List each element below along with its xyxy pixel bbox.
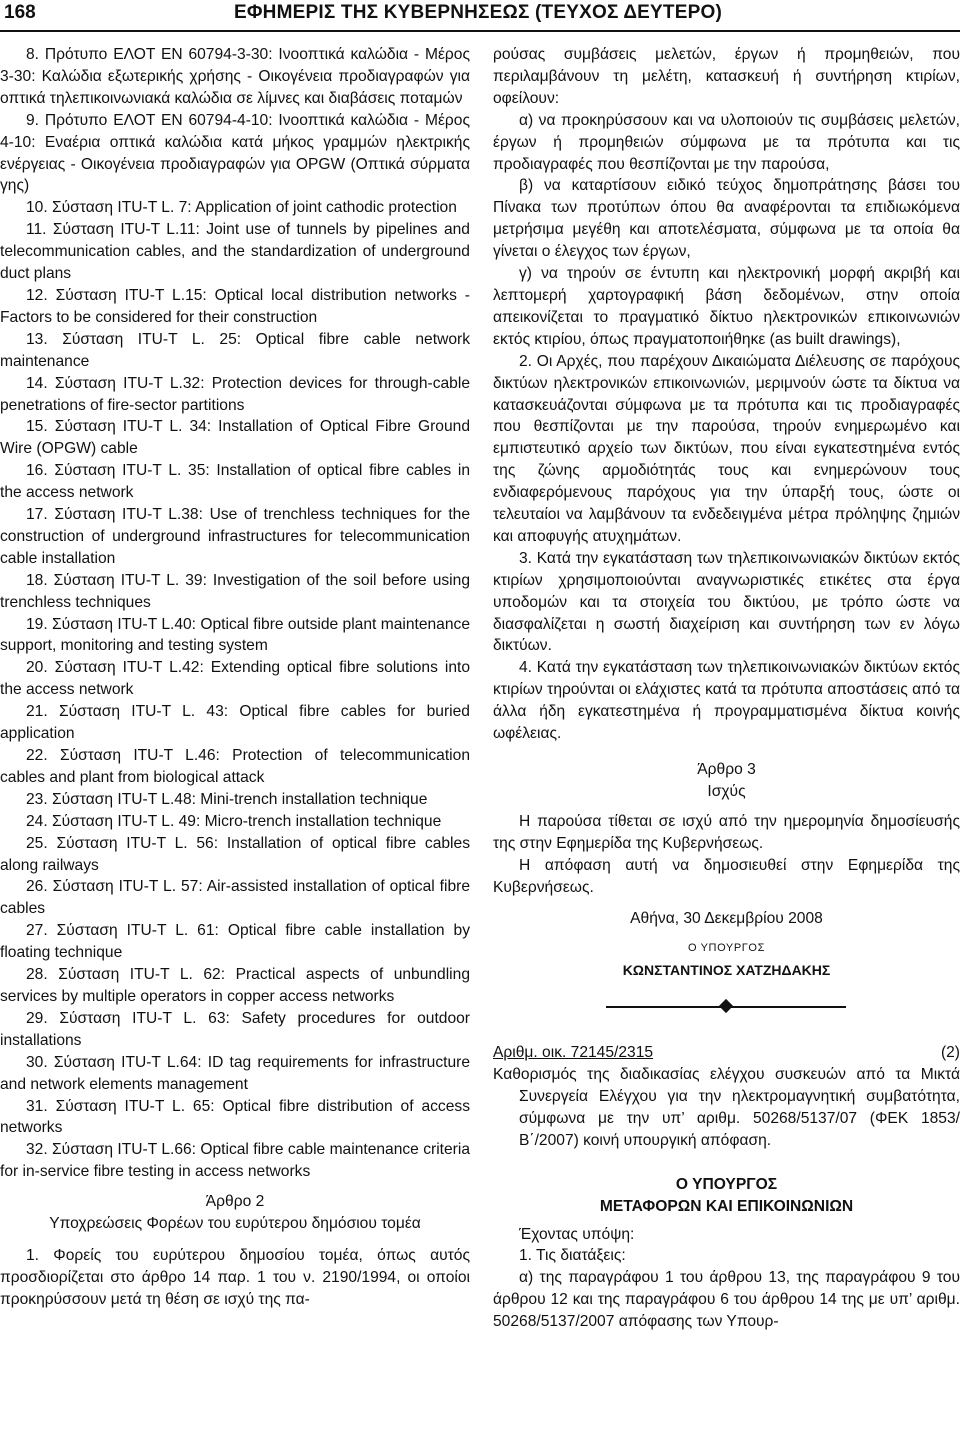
header-rule (0, 30, 960, 32)
page-header (0, 0, 960, 30)
article-2-paragraph-1: 1. Φορείς του ευρύτερου δημοσίου τομέα, όπως αυτός προσδιορίζεται στο άρθρο 14 παρ. 1 του ν. 2190/1994, οι οποίοι προκηρύσσουν μετά τη θέση σε ισχύ της πα- (0, 1246, 470, 1308)
decision-header (493, 1042, 960, 1064)
paragraph-2: 2. Οι Αρχές, που παρέχουν Δικαιώματα Διέλευσης σε παρόχους δικτύων ηλεκτρονικών επικοινωνιών, μεριμνούν ώστε τα δίκτυα να κατασκευάζονται σύμφωνα με τα πρότυπα και τις προδιαγραφές που θεσπίζονται με την παρούσα, τηρούν ενημερωμένο και εμπιστευτικό αρχείο των δικτύων, που είναι εγκατεστημένα εντός της ζώνης αρμοδιότητάς τους και ενημερώνουν τους ενδιαφερόμενους παρόχους για την ύπαρξή τους, ώστε οι τελευταίοι να λαμβάνουν τα ενδεδειγμένα μέτρα πρόληψης ζημιών και αποφυγής ατυχημάτων. (493, 352, 960, 545)
left-column (0, 44, 470, 1311)
standard-item: 22. Σύσταση ITU-T L.46: Protection of telecommunication cables and plant from biological attack (0, 747, 470, 786)
article-3-paragraph-1: Η παρούσα τίθεται σε ισχύ από την ημερομηνία δημοσίευσής της στην Εφημερίδα της Κυβερνήσεως. (493, 812, 960, 852)
page-number: 168 (4, 2, 36, 23)
decision-number: Αριθμ. οικ. 72145/2315 (493, 1044, 654, 1062)
paragraph-3: 3. Κατά την εγκατάσταση των τηλεπικοινωνιακών δικτύων εκτός κτιρίων χρησιμοποιούνται αναγνωριστικές ετικέτες στα έργα υποδομών και τα στοιχεία του δικτύου, με τρόπο ώστε να διασφαλίζεται η σωστή διαχείριση και συντήρηση των εν λόγω δικτύων. (493, 549, 960, 655)
standard-item: 27. Σύσταση ITU-T L. 61: Optical fibre cable installation by floating technique (0, 922, 470, 962)
standard-item: 31. Σύσταση ITU-T L. 65: Optical fibre distribution of access networks (0, 1097, 470, 1137)
standard-item: 15. Σύσταση ITU-T L. 34: Installation of Optical Fibre Ground Wire (OPGW) cable (0, 418, 470, 458)
decision-index: (2) (940, 1044, 960, 1062)
decision-title: Καθορισμός της διαδικασίας ελέγχου συσκευών από τα Μικτά Συνεργεία Ελέγχου για την ηλεκτρομαγνητική συμβατότητα, σύμφωνα με την υπ’ αριθμ. 50268/5137/07 (ΦΕΚ 1853/Β΄/2007) κοινή υπουργική απόφαση. (493, 1066, 960, 1149)
date-line: Αθήνα, 30 Δεκεμβρίου 2008 (630, 910, 823, 928)
standard-item: 12. Σύσταση ITU-T L.15: Optical local distribution networks - Factors to be considered for their construction (0, 286, 470, 326)
running-title: ΕΦΗΜΕΡΙΣ ΤΗΣ ΚΥΒΕΡΝΗΣΕΩΣ (ΤΕΥΧΟΣ ΔΕΥΤΕΡΟ) (234, 2, 722, 23)
standard-item: 30. Σύσταση ITU-T L.64: ID tag requirements for infrastructure and network elements management (0, 1053, 470, 1093)
section-divider (493, 996, 960, 1018)
right-column (493, 44, 960, 1333)
minister-title: Ο ΥΠΟΥΡΓΟΣ (688, 942, 765, 955)
obligation-c: γ) να τηρούν σε έντυπη και ηλεκτρονική μορφή ακριβή και λεπτομερή χαρτογραφική βάση δεδομένων, στην οποία απεικονίζεται το πραγματικό δίκτυο ηλεκτρονικών επικοινωνιών εκτός κτιρίου, όπως πραγματοποιήθηκε (as built drawings), (493, 265, 960, 348)
standard-item: 21. Σύσταση ITU-T L. 43: Optical fibre cables for buried application (0, 703, 470, 743)
standard-item: 32. Σύσταση ITU-T L.66: Optical fibre cable maintenance criteria for in-service fibre testing in access networks (0, 1141, 470, 1181)
issuer-line-2: ΜΕΤΑΦΟΡΩΝ ΚΑΙ ΕΠΙΚΟΙΝΩΝΙΩΝ (599, 1197, 854, 1215)
standard-item: 13. Σύσταση ITU-T L. 25: Optical fibre cable network maintenance (0, 330, 470, 370)
provision-a: α) της παραγράφου 1 του άρθρου 13, της παραγράφου 9 του άρθρου 12 και της παραγράφου 6 του άρθρου 14 της με υπ’ αριθμ. 50268/5137/2007 απόφασης των Υπουρ- (493, 1269, 960, 1331)
article-3-title: Ισχύς (707, 782, 746, 800)
standard-item: 20. Σύσταση ITU-T L.42: Extending optical fibre solutions into the access network (0, 659, 470, 699)
standards-list (0, 44, 470, 1183)
standard-item: 9. Πρότυπο ΕΛΟΤ ΕΝ 60794-4-10: Ινοοπτικά καλώδια - Μέρος 4-10: Εναέρια οπτικά καλώδια κατά μήκος γραμμών ηλεκτρικής ενέργειας - Οικογένεια προδιαγραφών για OPGW (Οπτικά σύρματα γης) (0, 111, 470, 195)
standard-item: 26. Σύσταση ITU-T L. 57: Air-assisted installation of optical fibre cables (0, 878, 470, 918)
standard-item: 19. Σύσταση ITU-T L.40: Optical fibre outside plant maintenance support, monitoring and testing system (0, 615, 470, 655)
having-regard: Έχοντας υπόψη: (519, 1225, 635, 1243)
obligation-a: α) να προκηρύσσουν και να υλοποιούν τις συμβάσεις μελετών, έργων ή προμηθειών σύμφωνα με τα πρότυπα και τις προδιαγραφές που θεσπίζονται με την παρούσα, (493, 111, 960, 173)
article-2-heading: Άρθρο 2 (205, 1193, 265, 1211)
obligation-b: β) να καταρτίσουν ειδικό τεύχος δημοπράτησης βάσει του Πίνακα των προτύπων όπου θα αναφέρονται τα επιδιωκόμενα μετρήσιμα μεγέθη και αποτελέσματα, σύμφωνα με τα οποία θα γίνεται ο έλεγχος των έργων, (493, 177, 960, 261)
standard-item: 10. Σύσταση ITU-T L. 7: Application of joint cathodic protection (26, 199, 457, 217)
standard-item: 17. Σύσταση ITU-T L.38: Use of trenchless techniques for the construction of underground infrastructures for telecommunication cable installation (0, 506, 470, 567)
continued-paragraph: ρούσας συμβάσεις μελετών, έργων ή προμηθειών, που περιλαμβάνουν τη μελέτη, κατασκευή ή συντήρηση κτιρίων, οφείλουν: (493, 46, 960, 107)
standard-item: 14. Σύσταση ITU-T L.32: Protection devices for through-cable penetrations of fire-sector partitions (0, 374, 470, 414)
standard-item: 11. Σύσταση ITU-T L.11: Joint use of tunnels by pipelines and telecommunication cables, and the standardization of underground duct plans (0, 221, 470, 283)
minister-name: ΚΩΝΣΤΑΝΤΙΝΟΣ ΧΑΤΖΗΔΑΚΗΣ (622, 962, 831, 979)
provisions-heading: 1. Τις διατάξεις: (519, 1247, 626, 1265)
standard-item: 28. Σύσταση ITU-T L. 62: Practical aspects of unbundling services by multiple operators in copper access networks (0, 966, 470, 1005)
article-2-title: Υποχρεώσεις Φορέων του ευρύτερου δημόσιου τομέα (49, 1215, 421, 1233)
article-3-paragraph-2: Η απόφαση αυτή να δημοσιευθεί στην Εφημερίδα της Κυβερνήσεως. (493, 856, 960, 896)
standard-item: 8. Πρότυπο ΕΛΟΤ ΕΝ 60794-3-30: Ινοοπτικά καλώδια - Μέρος 3-30: Καλώδια εξωτερικής χρήσης - Οικογένεια προδιαγραφών για οπτικά τηλεπικοινωνιακά καλώδια σε λίμνες και διαβάσεις ποταμών (0, 46, 470, 107)
issuer-line-1: Ο ΥΠΟΥΡΓΟΣ (675, 1175, 778, 1193)
standard-item: 24. Σύσταση ITU-T L. 49: Micro-trench installation technique (26, 812, 442, 830)
standard-item: 25. Σύσταση ITU-T L. 56: Installation of optical fibre cables along railways (0, 834, 470, 874)
divider-diamond (719, 999, 733, 1013)
article-3-heading: Άρθρο 3 (697, 761, 756, 778)
standard-item: 29. Σύσταση ITU-T L. 63: Safety procedures for outdoor installations (0, 1009, 470, 1049)
standard-item: 18. Σύσταση ITU-T L. 39: Investigation of the soil before using trenchless techniques (0, 571, 470, 611)
standard-item: 16. Σύσταση ITU-T L. 35: Installation of optical fibre cables in the access network (0, 462, 470, 502)
standard-item: 23. Σύσταση ITU-T L.48: Mini-trench installation technique (26, 790, 428, 808)
paragraph-4: 4. Κατά την εγκατάσταση των τηλεπικοινωνιακών δικτύων εκτός κτιρίων τηρούνται οι ελάχιστες κατά τα πρότυπα αποστάσεις από τα άλλα ήδη εγκατεστημένα ή προγραμματισμένα δίκτυα κοινής ωφέλειας. (493, 659, 960, 743)
